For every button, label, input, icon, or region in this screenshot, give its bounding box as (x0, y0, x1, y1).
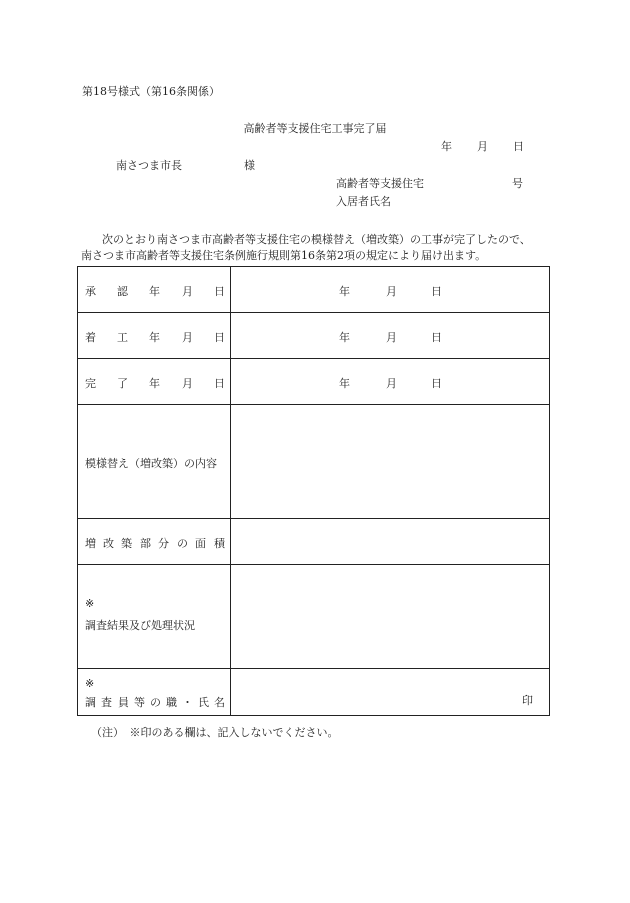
label-char: 改 (103, 537, 114, 550)
year-label: 年 (339, 285, 350, 298)
seal-mark: 印 (522, 694, 533, 707)
label-char: の (150, 696, 161, 709)
intro-line-1: 次のとおり南さつま市高齢者等支援住宅の模様替え（増改築）の工事が完了したので、 (102, 233, 531, 246)
label-char: 承 (85, 285, 96, 298)
construction-start-field[interactable] (231, 313, 549, 358)
day-label: 日 (431, 377, 442, 390)
renovation-contents-label: 模様替え（増改築）の内容 (85, 457, 217, 470)
intro-text (81, 232, 531, 264)
label-char: 職 (166, 696, 177, 709)
label-char: 着 (85, 331, 96, 344)
form-number: 第18号様式（第16条関係） (82, 85, 220, 98)
extension-area-label-cell (78, 519, 231, 564)
label-char: 築 (121, 537, 132, 550)
label-char: 分 (158, 537, 169, 550)
housing-label: 高齢者等支援住宅 (336, 177, 424, 190)
label-char: 氏 (198, 696, 209, 709)
survey-result-field[interactable] (231, 565, 549, 668)
inspector-name-field[interactable] (231, 669, 549, 716)
month-label: 月 (386, 285, 397, 298)
approval-date-row (78, 267, 549, 313)
extension-area-field[interactable] (231, 519, 549, 564)
completion-date-field[interactable] (231, 359, 549, 404)
survey-result-label-cell (78, 565, 231, 668)
footer-note: （注） ※印のある欄は、記入しないでください。 (91, 726, 339, 739)
day-label: 日 (431, 285, 442, 298)
label-char: 日 (214, 331, 225, 344)
year-label: 年 (339, 331, 350, 344)
intro-line-2: 南さつま市高齢者等支援住宅条例施行規則第16条第2項の規定により届け出ます。 (81, 249, 487, 262)
room-number-suffix: 号 (512, 177, 523, 190)
label-char: 日 (214, 377, 225, 390)
construction-start-label-cell (78, 313, 231, 358)
completion-date-label-cell (78, 359, 231, 404)
completion-date-row (78, 359, 549, 405)
label-char: 年 (149, 377, 160, 390)
label-char: 面 (195, 537, 206, 550)
label-char: 調 (85, 696, 96, 709)
month-label: 月 (386, 377, 397, 390)
month-label: 月 (386, 331, 397, 344)
label-char: の (177, 537, 188, 550)
renovation-contents-label-cell (78, 405, 231, 518)
label-char: 月 (182, 285, 193, 298)
survey-result-row (78, 565, 549, 669)
label-char: 月 (182, 377, 193, 390)
addressee: 南さつま市長 (116, 159, 182, 172)
label-char: 増 (85, 537, 96, 550)
document-title: 高齢者等支援住宅工事完了届 (243, 122, 387, 135)
label-char: 認 (117, 285, 128, 298)
label-char: 等 (134, 696, 145, 709)
label-char: 査 (101, 696, 112, 709)
label-char: 日 (214, 285, 225, 298)
resident-name-label: 入居者氏名 (336, 195, 391, 208)
construction-start-row (78, 313, 549, 359)
inspector-row (78, 669, 549, 716)
label-char: 了 (117, 377, 128, 390)
label-char: 年 (149, 331, 160, 344)
survey-result-label: 調査結果及び処理状況 (85, 619, 195, 632)
label-char: 工 (117, 331, 128, 344)
extension-area-row (78, 519, 549, 565)
label-char: ・ (182, 696, 193, 709)
renovation-contents-field[interactable] (231, 405, 549, 518)
label-char: 部 (140, 537, 151, 550)
day-label: 日 (431, 331, 442, 344)
office-use-mark: ※ (85, 677, 95, 690)
year-label: 年 (339, 377, 350, 390)
submission-month-label: 月 (477, 140, 488, 153)
inspector-label-cell (78, 669, 231, 716)
approval-date-label-cell (78, 267, 231, 312)
label-char: 員 (118, 696, 129, 709)
submission-day-label: 日 (513, 140, 524, 153)
label-char: 月 (182, 331, 193, 344)
submission-year-label: 年 (441, 140, 452, 153)
honorific: 様 (244, 159, 255, 172)
label-char: 年 (149, 285, 160, 298)
office-use-mark: ※ (85, 597, 95, 610)
label-char: 名 (214, 696, 225, 709)
label-char: 完 (85, 377, 96, 390)
label-char: 積 (214, 537, 225, 550)
approval-date-field[interactable] (231, 267, 549, 312)
renovation-contents-row (78, 405, 549, 519)
completion-form-table (77, 266, 550, 716)
